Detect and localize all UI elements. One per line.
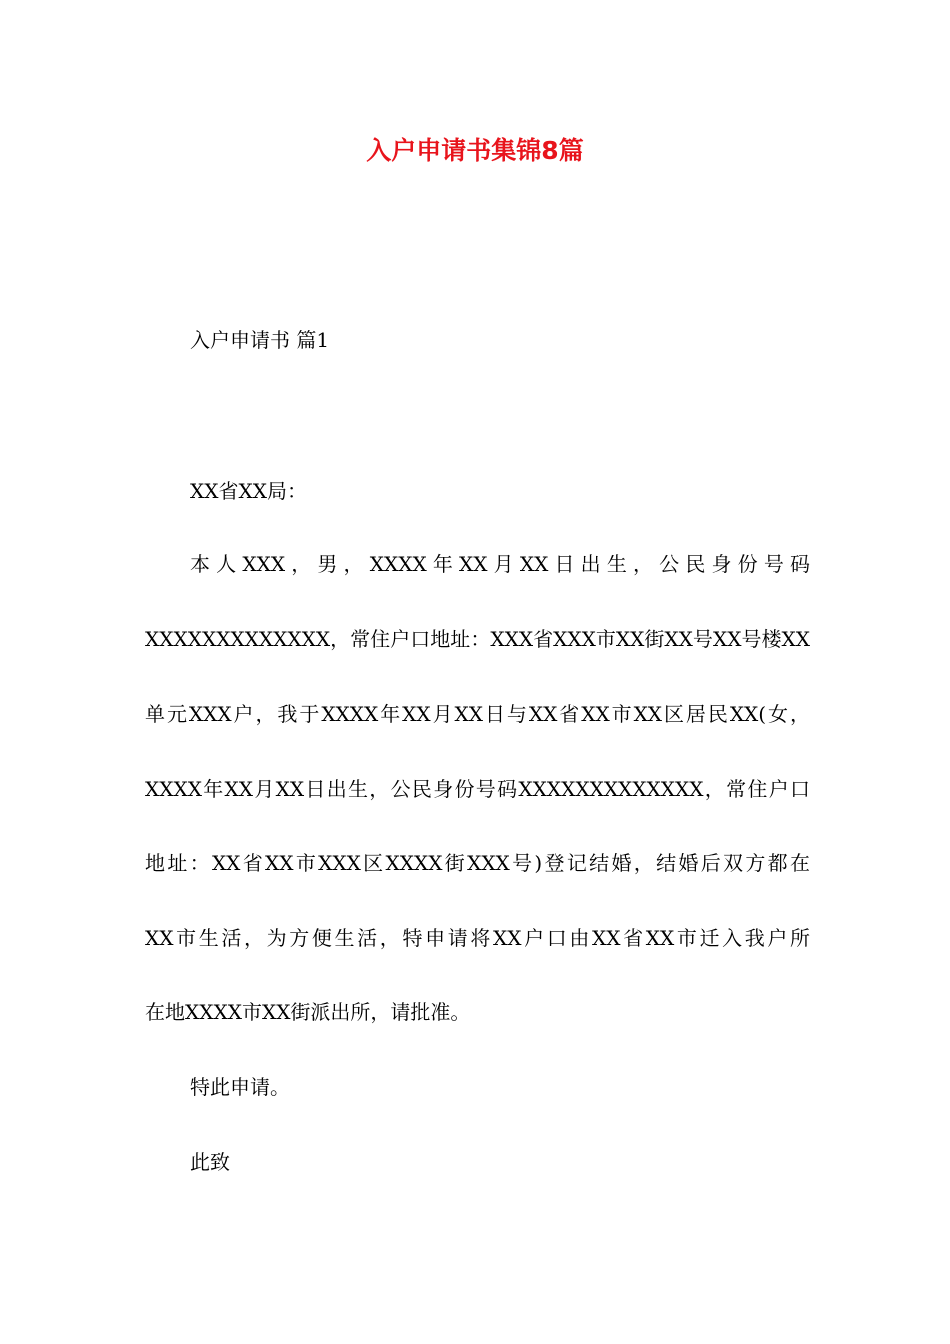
body-line-1: 本人XXX，男，XXXX年XX月XX日出生，公民身份号码 (190, 552, 810, 576)
body-line-6: XX市生活，为方便生活，特申请将XX户口由XX省XX市迁入我户所 (145, 926, 810, 950)
body-line-4: XXXX年XX月XX日出生，公民身份号码XXXXXXXXXXXXX，常住户口 (145, 777, 810, 801)
closing-request: 特此申请。 (190, 1075, 290, 1099)
body-line-2: XXXXXXXXXXXXX，常住户口地址：XXX省XXX市XX街XX号XX号楼XX (145, 627, 810, 651)
section-heading: 入户申请书 篇1 (190, 328, 330, 352)
body-line-5: 地址：XX省XX市XXX区XXXX街XXX号)登记结婚，结婚后双方都在 (145, 851, 810, 875)
salutation: XX省XX局： (190, 479, 307, 503)
document-title: 入户申请书集锦8篇 (366, 136, 584, 165)
body-line-7: 在地XXXX市XX街派出所，请批准。 (145, 1000, 471, 1024)
body-line-3: 单元XXX户，我于XXXX年XX月XX日与XX省XX市XX区居民XX(女， (145, 702, 810, 726)
closing-salute: 此致 (190, 1150, 230, 1174)
